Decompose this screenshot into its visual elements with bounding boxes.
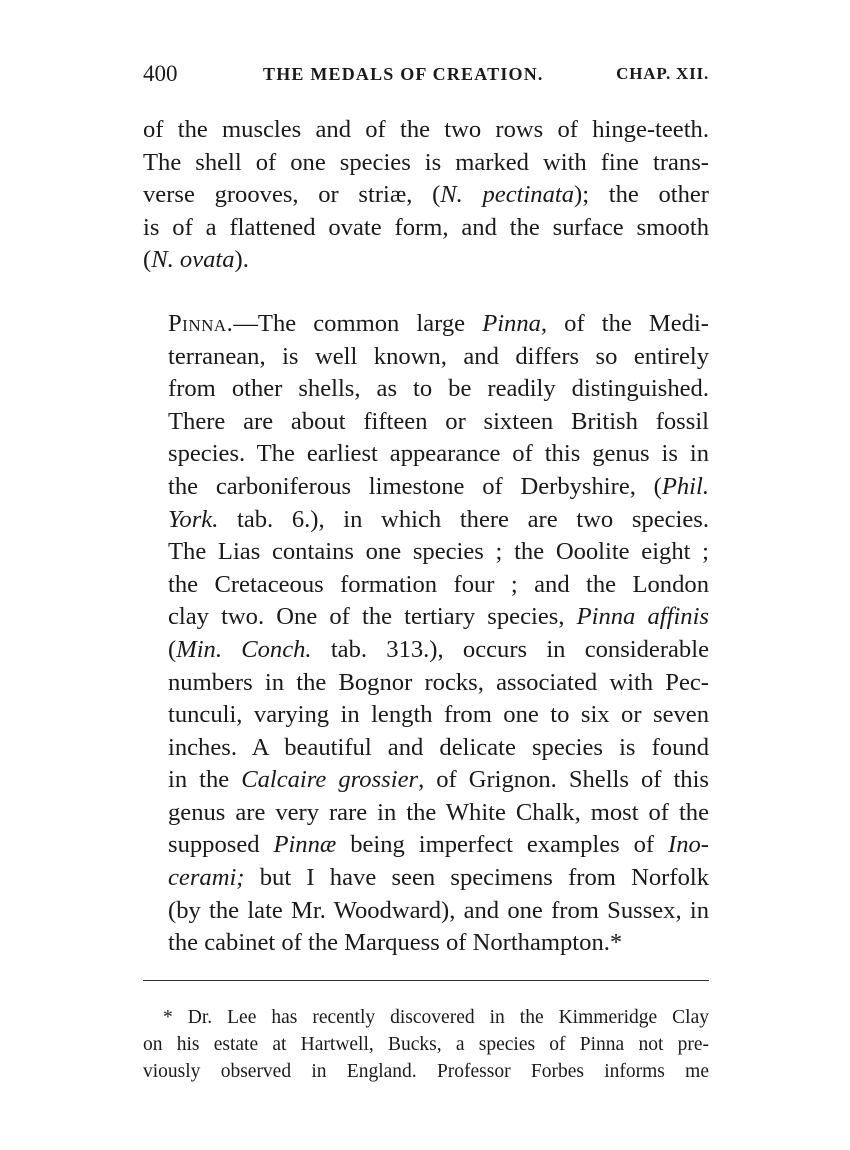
text-span: the cabinet of the Marquess of Northampton.*: [168, 929, 623, 957]
text-span: tunculi, varying in length from one to six or seven: [168, 701, 709, 729]
text-line: [143, 634, 709, 667]
text-span: (by the late Mr. Woodward), and one from Sussex, in: [168, 896, 709, 924]
species-name: N. pectinata: [440, 181, 575, 209]
text-span: of the Medi-: [547, 309, 709, 337]
text-span: There are about fifteen or sixteen British fossil: [168, 407, 709, 435]
text-span: the carboniferous limestone of Derbyshire, (: [168, 472, 662, 500]
text-span: tab. 313.), occurs in considerable: [311, 635, 709, 663]
text-span: ).: [234, 246, 249, 274]
species-name: N. ovata: [151, 246, 235, 274]
text-span: species. The earliest appearance of this genus is in: [168, 440, 709, 468]
text-line: [143, 862, 709, 895]
footnote-line: [143, 1004, 709, 1031]
text-span: clay two. One of the tertiary species,: [168, 603, 577, 631]
text-span: on his estate at Hartwell, Bucks, a species of Pinna not pre-: [143, 1034, 709, 1055]
text-span: The shell of one species is marked with fine trans-: [143, 148, 709, 176]
text-span: viously observed in England. Professor Forbes informs me: [143, 1061, 709, 1082]
text-span: but I have seen specimens from Norfolk: [244, 864, 709, 892]
text-line: [143, 373, 709, 406]
text-line: [143, 114, 709, 147]
body-text: [143, 114, 709, 960]
text-span: supposed: [168, 831, 274, 859]
text-span: verse grooves, or striæ, (: [143, 181, 441, 209]
text-span: (: [168, 635, 177, 663]
text-line: [143, 244, 709, 277]
text-line: [143, 212, 709, 245]
species-name: Pinna affinis: [576, 603, 709, 631]
text-span: numbers in the Bognor rocks, associated with Pec-: [168, 668, 709, 696]
text-span: tab. 6.), in which there are two species.: [218, 505, 709, 533]
text-line: [143, 308, 709, 341]
reference-title: Min. Conch.: [176, 635, 312, 663]
text-span: (: [143, 246, 152, 274]
text-line: [143, 406, 709, 439]
paragraph-nucula: [143, 114, 709, 277]
text-span: the Cretaceous formation four ; and the London: [168, 570, 709, 598]
text-line: [143, 601, 709, 634]
text-span: —The common large: [233, 309, 483, 337]
text-line: [143, 536, 709, 569]
paragraph-pinna: [143, 308, 709, 960]
text-span: ); the other: [574, 181, 709, 209]
genus-name: cerami;: [168, 864, 245, 892]
text-span: genus are very rare in the White Chalk, most of the: [168, 798, 709, 826]
text-line: [143, 927, 709, 960]
genus-name: Ino-: [668, 831, 709, 859]
footnote-line: [143, 1031, 709, 1058]
section-heading: Pinna.: [168, 309, 234, 337]
genus-name: Pinnæ: [273, 831, 337, 859]
text-span: terranean, is well known, and differs so entirely: [168, 342, 709, 370]
text-line: [143, 764, 709, 797]
text-span: is of a flattened ovate form, and the surface smooth: [143, 213, 709, 241]
text-line: [143, 147, 709, 180]
page: [143, 58, 709, 960]
footnote-line: [143, 1058, 709, 1085]
text-line: [143, 667, 709, 700]
text-line: [143, 569, 709, 602]
footnote: [143, 1004, 709, 1085]
text-line: [143, 341, 709, 374]
page-number: 400: [143, 61, 178, 86]
text-line: [143, 699, 709, 732]
text-line: [143, 179, 709, 212]
text-span: in the: [168, 766, 242, 794]
text-line: [143, 471, 709, 504]
chapter-label: CHAP. XII.: [616, 64, 709, 83]
text-line: [143, 504, 709, 537]
reference-title: York.: [168, 505, 219, 533]
text-line: [143, 829, 709, 862]
text-span: , of Grignon. Shells of this: [418, 766, 709, 794]
text-span: from other shells, as to be readily distinguished.: [168, 375, 709, 403]
text-span: being imperfect examples of: [336, 831, 669, 859]
running-title: THE MEDALS OF CREATION.: [263, 64, 544, 84]
formation-name: Calcaire grossier: [241, 766, 419, 794]
text-line: [143, 797, 709, 830]
running-head: [143, 58, 709, 90]
text-line: [143, 438, 709, 471]
text-span: The Lias contains one species ; the Ooolite eight ;: [168, 538, 709, 566]
genus-name: Pinna,: [482, 309, 548, 337]
text-span: inches. A beautiful and delicate species is found: [168, 733, 709, 761]
text-span: * Dr. Lee has recently discovered in the Kimmeridge Clay: [163, 1007, 709, 1028]
text-line: [143, 732, 709, 765]
text-span: of the muscles and of the two rows of hinge-teeth.: [143, 116, 709, 143]
footnote-divider: [143, 980, 709, 981]
reference-title: Phil.: [661, 472, 709, 500]
text-line: [143, 895, 709, 928]
